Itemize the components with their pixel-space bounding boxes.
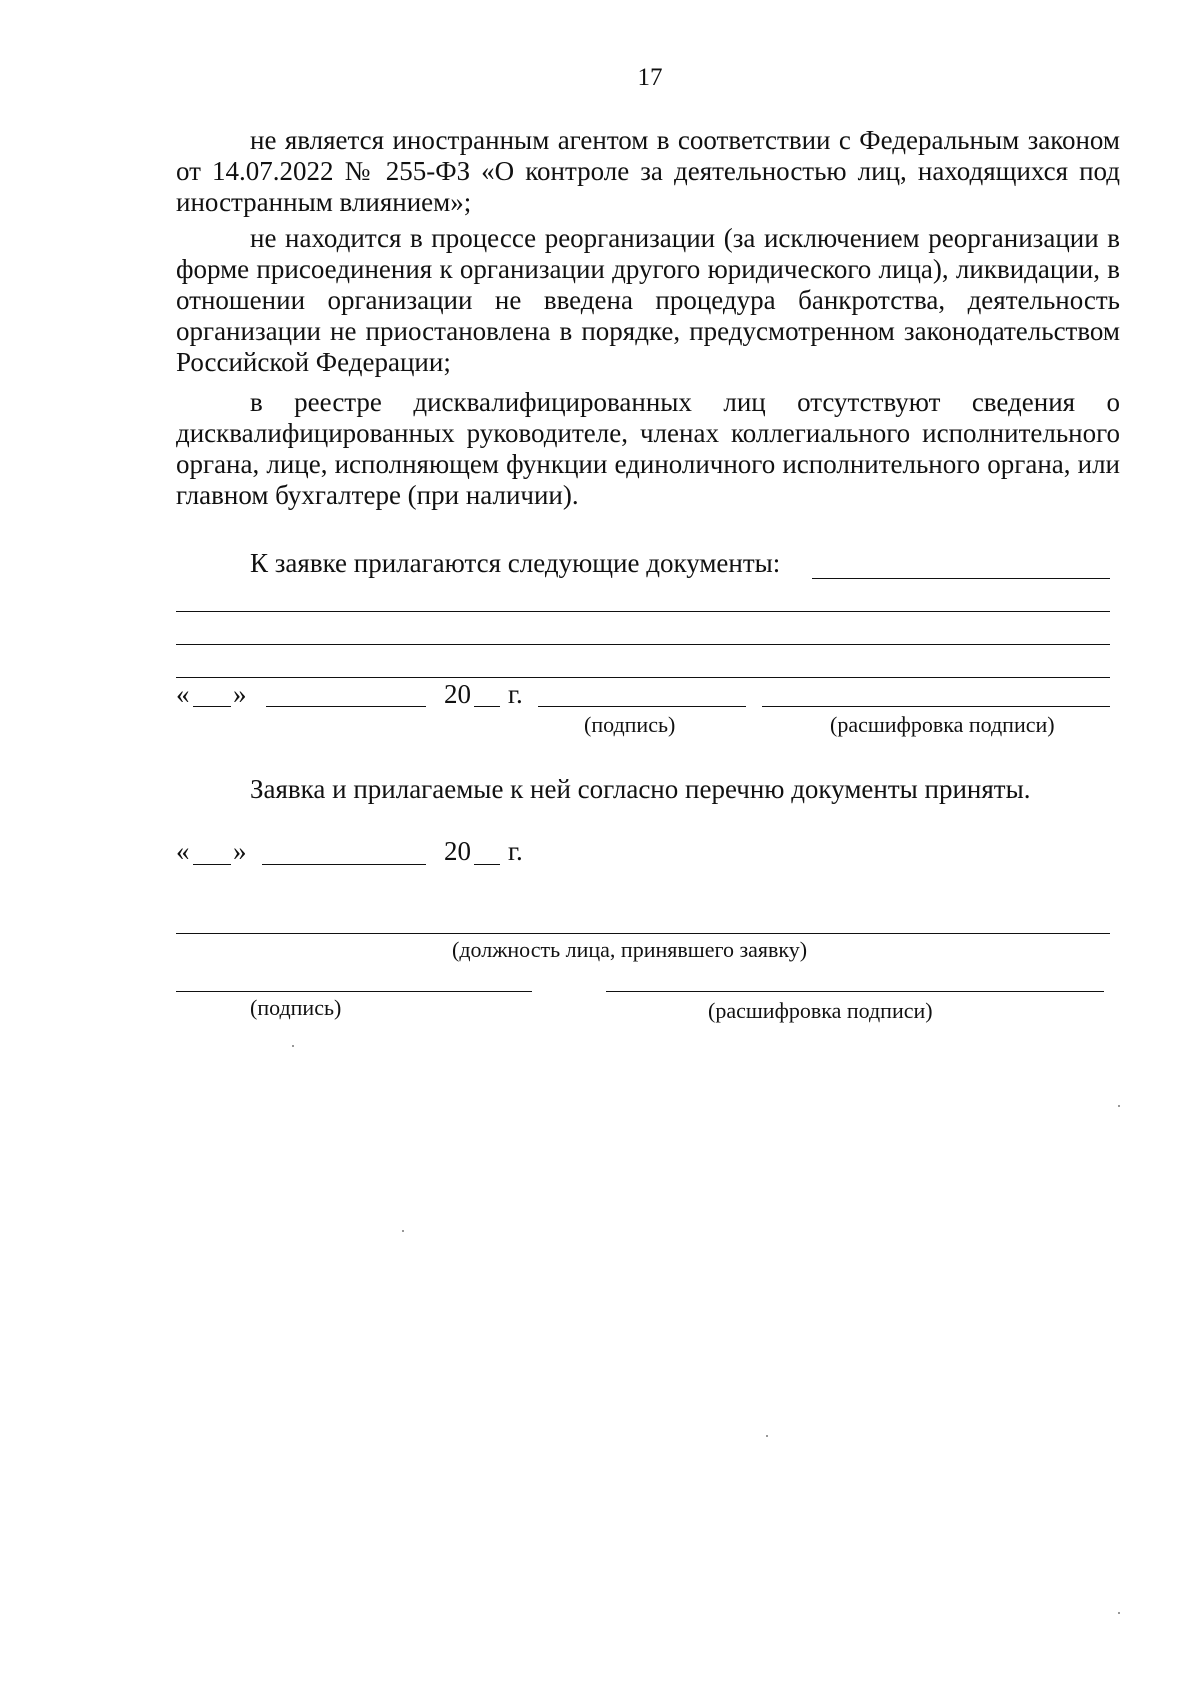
paragraph-foreign-agent: не является иностранным агентом в соответствии с Федеральным законом от 14.07.2022 № 255-ФЗ «О контроле за деятельностью лиц, находящихся под иностранным влиянием»; <box>176 125 1120 217</box>
scan-speck <box>766 1435 768 1437</box>
acceptance-position-caption: (должность лица, принявшего заявку) <box>452 937 808 962</box>
acceptance-decoding-blank[interactable] <box>606 991 1104 992</box>
applicant-year-blank[interactable] <box>474 706 500 707</box>
acceptance-position-blank[interactable] <box>176 933 1110 934</box>
attachments-blank-line-3[interactable] <box>176 677 1110 678</box>
acceptance-year-blank[interactable] <box>474 864 500 865</box>
applicant-signature-blank[interactable] <box>538 706 746 707</box>
applicant-date-close-quote: » <box>233 679 247 709</box>
page-number: 17 <box>637 64 663 91</box>
scan-speck <box>402 1230 404 1232</box>
acceptance-year-prefix: 20 <box>444 836 471 866</box>
acceptance-year-suffix: г. <box>508 836 523 866</box>
paragraph-disqualified-registry: в реестре дисквалифицированных лиц отсутствуют сведения о дисквалифицированных руководителе, членах коллегиального исполнительного органа, лице, исполняющем функции единоличного исполнительного органа, или главном бухгалтере (при наличии). <box>176 387 1120 510</box>
applicant-decoding-caption: (расшифровка подписи) <box>830 712 1055 737</box>
scan-speck <box>292 1045 294 1047</box>
applicant-year-prefix: 20 <box>444 679 471 709</box>
acceptance-text: Заявка и прилагаемые к ней согласно перечню документы приняты. <box>250 774 1031 804</box>
attachments-blank-line-1[interactable] <box>176 611 1110 612</box>
scan-speck <box>1118 1612 1120 1614</box>
acceptance-month-blank[interactable] <box>262 864 426 865</box>
acceptance-signature-caption: (подпись) <box>250 995 342 1020</box>
attachments-blank-line-2[interactable] <box>176 644 1110 645</box>
applicant-month-blank[interactable] <box>266 706 426 707</box>
attachments-blank-line-0[interactable] <box>812 578 1110 579</box>
applicant-year-suffix: г. <box>508 679 523 709</box>
scan-speck <box>1118 1105 1120 1107</box>
acceptance-decoding-caption: (расшифровка подписи) <box>708 998 933 1023</box>
applicant-day-blank[interactable] <box>193 706 231 707</box>
applicant-signature-caption: (подпись) <box>584 712 676 737</box>
applicant-decoding-blank[interactable] <box>762 706 1110 707</box>
acceptance-date-close-quote: » <box>233 836 247 866</box>
paragraph-reorganization: не находится в процессе реорганизации (за исключением реорганизации в форме присоединения к организации другого юридического лица), ликвидации, в отношении организации не введена процедура банкротства, деятельность организации не приостановлена в порядке, предусмотренном законодательством Российской Федерации; <box>176 223 1120 377</box>
acceptance-date-open-quote: « <box>176 836 190 866</box>
applicant-date-open-quote: « <box>176 679 190 709</box>
acceptance-signature-blank[interactable] <box>176 991 532 992</box>
acceptance-day-blank[interactable] <box>193 864 231 865</box>
attachments-label: К заявке прилагаются следующие документы: <box>250 548 781 578</box>
